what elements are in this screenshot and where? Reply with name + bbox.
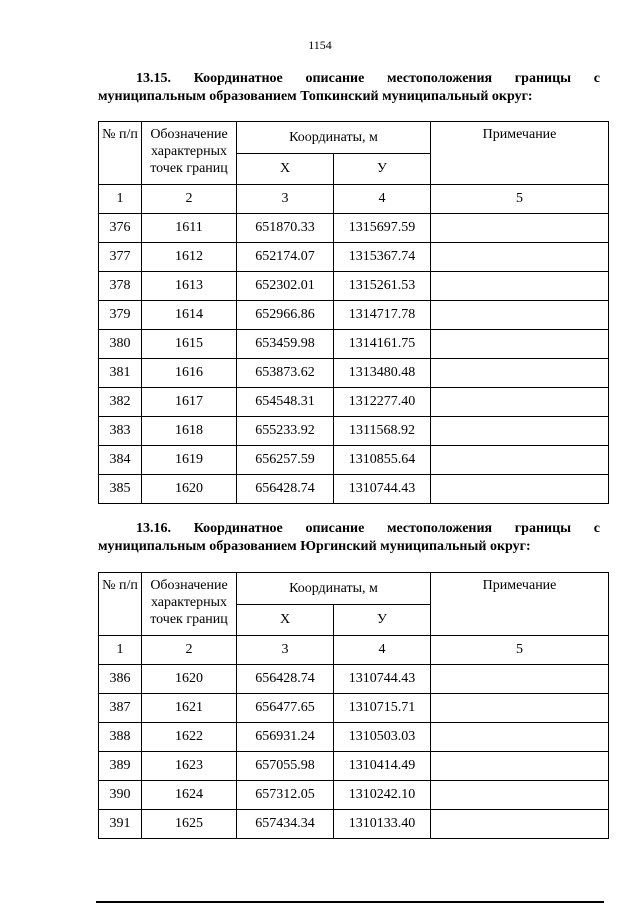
point-id-cell: 1614 bbox=[142, 301, 237, 330]
header-coordinates: Координаты, м bbox=[237, 122, 431, 154]
header-designation: Обозначение характерных точек границ bbox=[142, 573, 237, 636]
header-note: Примечание bbox=[431, 122, 609, 185]
point-id-cell: 1620 bbox=[142, 475, 237, 504]
coord-y-cell: 1314161.75 bbox=[334, 330, 431, 359]
row-number-cell: 376 bbox=[99, 214, 142, 243]
section-heading bbox=[98, 70, 600, 106]
row-number-cell: 379 bbox=[99, 301, 142, 330]
column-index-row bbox=[99, 636, 609, 665]
coord-x-cell: 656931.24 bbox=[237, 723, 334, 752]
note-cell bbox=[431, 694, 609, 723]
table-row bbox=[99, 810, 609, 839]
section-heading bbox=[98, 520, 600, 556]
table-row bbox=[99, 723, 609, 752]
point-id-cell: 1612 bbox=[142, 243, 237, 272]
note-cell bbox=[431, 243, 609, 272]
coord-x-cell: 652302.01 bbox=[237, 272, 334, 301]
point-id-cell: 1617 bbox=[142, 388, 237, 417]
column-index-cell: 5 bbox=[431, 185, 609, 214]
coord-x-cell: 653459.98 bbox=[237, 330, 334, 359]
coord-y-cell: 1311568.92 bbox=[334, 417, 431, 446]
coord-x-cell: 656257.59 bbox=[237, 446, 334, 475]
coord-y-cell: 1315367.74 bbox=[334, 243, 431, 272]
note-cell bbox=[431, 665, 609, 694]
table-row bbox=[99, 272, 609, 301]
note-cell bbox=[431, 388, 609, 417]
point-id-cell: 1622 bbox=[142, 723, 237, 752]
coord-x-cell: 657055.98 bbox=[237, 752, 334, 781]
row-number-cell: 381 bbox=[99, 359, 142, 388]
table-row bbox=[99, 752, 609, 781]
coord-x-cell: 653873.62 bbox=[237, 359, 334, 388]
section-heading-line1: 13.16. Координатное описание местоположения границы с bbox=[136, 521, 600, 536]
row-number-cell: 377 bbox=[99, 243, 142, 272]
table-row bbox=[99, 330, 609, 359]
coord-y-cell: 1310133.40 bbox=[334, 810, 431, 839]
note-cell bbox=[431, 475, 609, 504]
header-x: Х bbox=[237, 154, 334, 185]
coord-y-cell: 1310414.49 bbox=[334, 752, 431, 781]
note-cell bbox=[431, 301, 609, 330]
section-heading-line2: муниципальным образованием Юргинский муниципальный округ: bbox=[98, 539, 531, 554]
point-id-cell: 1613 bbox=[142, 272, 237, 301]
row-number-cell: 383 bbox=[99, 417, 142, 446]
header-coordinates: Координаты, м bbox=[237, 573, 431, 605]
note-cell bbox=[431, 810, 609, 839]
table-row bbox=[99, 781, 609, 810]
table-row bbox=[99, 388, 609, 417]
coord-y-cell: 1313480.48 bbox=[334, 359, 431, 388]
table-row bbox=[99, 694, 609, 723]
point-id-cell: 1625 bbox=[142, 810, 237, 839]
coord-x-cell: 656428.74 bbox=[237, 475, 334, 504]
coord-y-cell: 1312277.40 bbox=[334, 388, 431, 417]
point-id-cell: 1616 bbox=[142, 359, 237, 388]
row-number-cell: 391 bbox=[99, 810, 142, 839]
row-number-cell: 384 bbox=[99, 446, 142, 475]
note-cell bbox=[431, 723, 609, 752]
coord-y-cell: 1315697.59 bbox=[334, 214, 431, 243]
coord-y-cell: 1314717.78 bbox=[334, 301, 431, 330]
point-id-cell: 1623 bbox=[142, 752, 237, 781]
column-index-cell: 1 bbox=[99, 185, 142, 214]
row-number-cell: 387 bbox=[99, 694, 142, 723]
header-y: У bbox=[334, 605, 431, 636]
table-row bbox=[99, 475, 609, 504]
header-number: № п/п bbox=[99, 122, 142, 185]
coord-x-cell: 656428.74 bbox=[237, 665, 334, 694]
column-index-cell: 3 bbox=[237, 185, 334, 214]
table-row bbox=[99, 243, 609, 272]
point-id-cell: 1620 bbox=[142, 665, 237, 694]
row-number-cell: 385 bbox=[99, 475, 142, 504]
header-number: № п/п bbox=[99, 573, 142, 636]
note-cell bbox=[431, 417, 609, 446]
point-id-cell: 1615 bbox=[142, 330, 237, 359]
footer-rule bbox=[96, 901, 604, 903]
coord-x-cell: 655233.92 bbox=[237, 417, 334, 446]
row-number-cell: 390 bbox=[99, 781, 142, 810]
note-cell bbox=[431, 752, 609, 781]
coord-y-cell: 1315261.53 bbox=[334, 272, 431, 301]
section-heading-line2: муниципальным образованием Топкинский муниципальный округ: bbox=[98, 89, 533, 104]
table-row bbox=[99, 359, 609, 388]
coord-x-cell: 652174.07 bbox=[237, 243, 334, 272]
note-cell bbox=[431, 781, 609, 810]
header-note: Примечание bbox=[431, 573, 609, 636]
note-cell bbox=[431, 330, 609, 359]
column-index-cell: 3 bbox=[237, 636, 334, 665]
coord-x-cell: 657312.05 bbox=[237, 781, 334, 810]
point-id-cell: 1624 bbox=[142, 781, 237, 810]
coord-y-cell: 1310744.43 bbox=[334, 665, 431, 694]
coord-x-cell: 654548.31 bbox=[237, 388, 334, 417]
note-cell bbox=[431, 446, 609, 475]
row-number-cell: 388 bbox=[99, 723, 142, 752]
column-index-cell: 2 bbox=[142, 636, 237, 665]
column-index-cell: 2 bbox=[142, 185, 237, 214]
row-number-cell: 389 bbox=[99, 752, 142, 781]
point-id-cell: 1621 bbox=[142, 694, 237, 723]
coord-x-cell: 657434.34 bbox=[237, 810, 334, 839]
column-index-cell: 5 bbox=[431, 636, 609, 665]
column-index-cell: 4 bbox=[334, 185, 431, 214]
note-cell bbox=[431, 359, 609, 388]
coord-y-cell: 1310242.10 bbox=[334, 781, 431, 810]
header-designation: Обозначение характерных точек границ bbox=[142, 122, 237, 185]
table-row bbox=[99, 665, 609, 694]
table-row bbox=[99, 446, 609, 475]
row-number-cell: 378 bbox=[99, 272, 142, 301]
row-number-cell: 380 bbox=[99, 330, 142, 359]
note-cell bbox=[431, 214, 609, 243]
coord-y-cell: 1310715.71 bbox=[334, 694, 431, 723]
page-number: 1154 bbox=[308, 38, 332, 52]
table-row bbox=[99, 417, 609, 446]
coord-x-cell: 652966.86 bbox=[237, 301, 334, 330]
column-index-row bbox=[99, 185, 609, 214]
header-y: У bbox=[334, 154, 431, 185]
coord-x-cell: 656477.65 bbox=[237, 694, 334, 723]
coordinates-table bbox=[98, 572, 609, 839]
coord-y-cell: 1310503.03 bbox=[334, 723, 431, 752]
coord-y-cell: 1310744.43 bbox=[334, 475, 431, 504]
point-id-cell: 1619 bbox=[142, 446, 237, 475]
header-x: Х bbox=[237, 605, 334, 636]
coord-x-cell: 651870.33 bbox=[237, 214, 334, 243]
point-id-cell: 1618 bbox=[142, 417, 237, 446]
section-heading-line1: 13.15. Координатное описание местоположения границы с bbox=[136, 71, 600, 86]
coordinates-table bbox=[98, 121, 609, 504]
column-index-cell: 4 bbox=[334, 636, 431, 665]
point-id-cell: 1611 bbox=[142, 214, 237, 243]
row-number-cell: 386 bbox=[99, 665, 142, 694]
table-row bbox=[99, 214, 609, 243]
row-number-cell: 382 bbox=[99, 388, 142, 417]
note-cell bbox=[431, 272, 609, 301]
coord-y-cell: 1310855.64 bbox=[334, 446, 431, 475]
column-index-cell: 1 bbox=[99, 636, 142, 665]
table-row bbox=[99, 301, 609, 330]
